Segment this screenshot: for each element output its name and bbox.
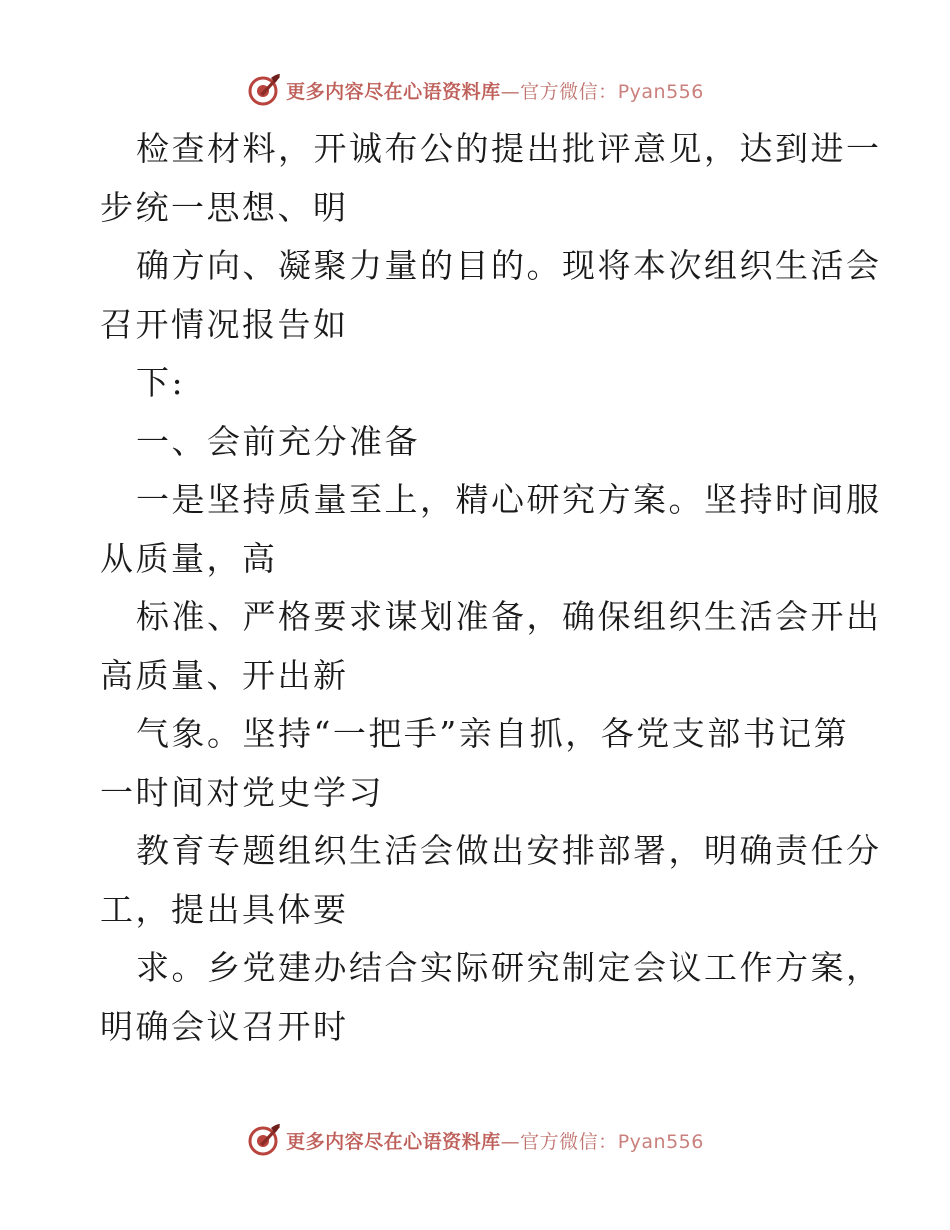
footer-watermark: [0, 1120, 950, 1160]
paragraph-line: 一时间对党史学习: [100, 772, 384, 812]
paragraph-line: 标准、严格要求谋划准备，确保组织生活会开出: [136, 597, 882, 636]
paragraph-line: 教育专题组织生活会做出安排部署，明确责任分: [136, 831, 882, 870]
paragraph-line: 高质量、开出新: [100, 655, 349, 695]
quill-logo-icon: [246, 72, 282, 108]
watermark-text: 更多内容尽在心语资料库—官方微信：Pyan556: [286, 80, 704, 103]
paragraph-line: 气象。坚持“一把手”亲自抓，各党支部书记第: [136, 714, 850, 753]
paragraph-line: 一是坚持质量至上，精心研究方案。坚持时间服: [136, 480, 882, 519]
section-heading: 一、会前充分准备: [136, 421, 420, 461]
paragraph-line: 从质量，高: [100, 538, 278, 578]
paragraph-line: 检查材料，开诚布公的提出批评意见，达到进一: [136, 129, 882, 168]
quill-logo-icon: [246, 1122, 282, 1158]
header-watermark: [0, 70, 950, 110]
paragraph-line: 下:: [136, 363, 186, 402]
document-body: [100, 120, 882, 1056]
paragraph-line: 明确会议召开时: [100, 1006, 349, 1046]
watermark-text: 更多内容尽在心语资料库—官方微信：Pyan556: [286, 1130, 704, 1153]
paragraph-line: 工，提出具体要: [100, 889, 349, 929]
paragraph-line: 确方向、凝聚力量的目的。现将本次组织生活会: [136, 246, 882, 285]
paragraph-line: 召开情况报告如: [100, 304, 349, 344]
paragraph-line: 步统一思想、明: [100, 187, 349, 227]
paragraph-line: 求。乡党建办结合实际研究制定会议工作方案，: [136, 948, 882, 987]
